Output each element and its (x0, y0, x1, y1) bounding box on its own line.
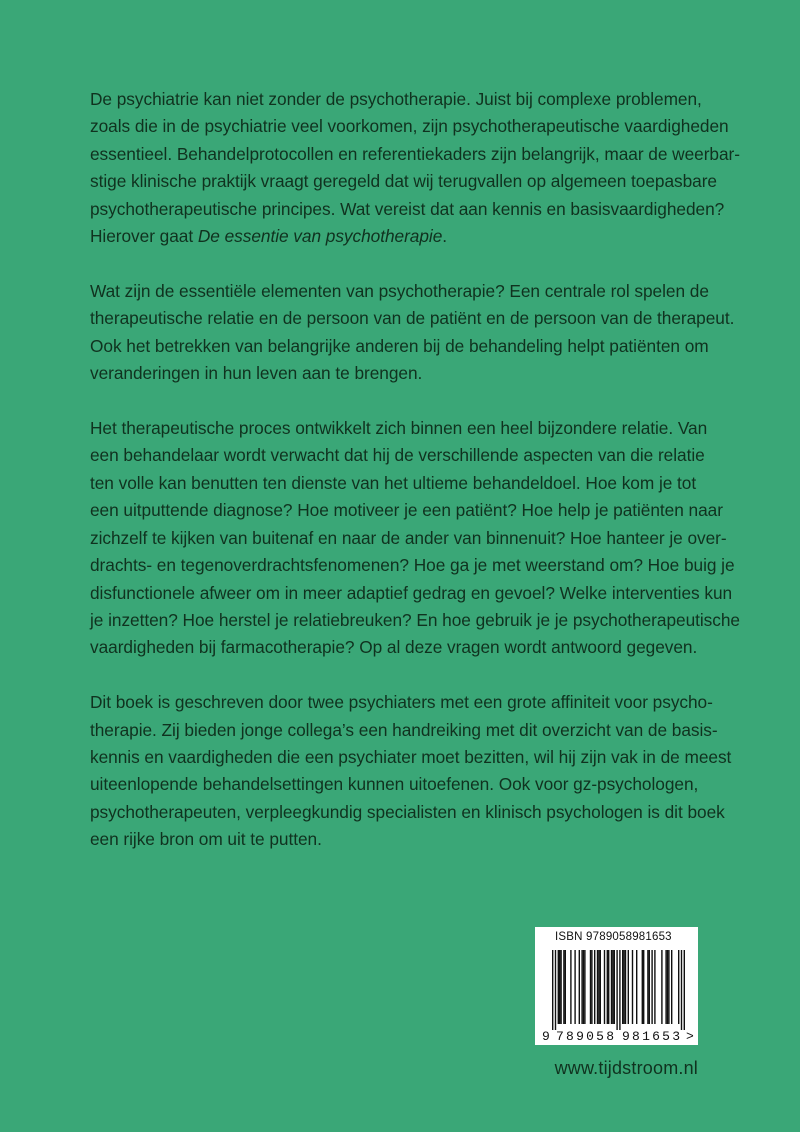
barcode-bar (594, 950, 595, 1024)
paragraph-intro (90, 86, 740, 250)
barcode-bar (647, 950, 648, 1024)
text-line: een uitputtende diagnose? Hoe motiveer je een patiënt? Hoe help je patiënten naar (90, 500, 723, 521)
text-line: Dit boek is geschreven door twee psychiaters met een grote affiniteit voor psycho- (90, 692, 713, 713)
barcode-bar (563, 950, 564, 1024)
text-line: veranderingen in hun leven aan te brengen. (90, 363, 423, 384)
barcode-bar (625, 950, 626, 1024)
text-line: disfunctionele afweer om in meer adaptief gedrag en gevoel? Welke interventies kun (90, 582, 733, 603)
barcode-bar (668, 950, 669, 1024)
barcode-quiet-mark: > (686, 1029, 694, 1044)
barcode-bar (614, 950, 615, 1024)
barcode-bar (642, 950, 643, 1024)
barcode-bar (597, 950, 598, 1024)
barcode-bar (552, 950, 553, 1030)
text-fragment: Hierover gaat (90, 226, 198, 247)
text-line: kennis en vaardigheden die een psychiater moet bezitten, wil hij zijn vak in de meest (90, 747, 732, 768)
barcode-bar (579, 950, 580, 1024)
barcode-bar (560, 950, 561, 1024)
barcode-bar (661, 950, 662, 1024)
text-line: vaardigheden bij farmacotherapie? Op al deze vragen wordt antwoord gegeven. (90, 637, 698, 658)
barcode-bar (654, 950, 655, 1024)
publisher-website[interactable]: www.tijdstroom.nl (554, 1058, 698, 1078)
barcode-bar (671, 950, 672, 1024)
text-line: psychotherapeutische principes. Wat vereist dat aan kennis en basisvaardigheden? (90, 198, 725, 219)
barcode-bar (591, 950, 592, 1024)
barcode-bar (628, 950, 629, 1024)
barcode-bar (616, 950, 617, 1030)
barcode-bar (649, 950, 650, 1024)
barcode-bar (636, 950, 637, 1024)
barcode-bar (600, 950, 601, 1024)
barcode-bar (598, 950, 599, 1024)
barcode-bar (581, 950, 582, 1024)
barcode-bar (678, 950, 679, 1024)
barcode-bar (574, 950, 575, 1024)
book-title-italic: De essentie van psychotherapie (197, 226, 443, 247)
text-line: zoals die in de psychiatrie veel voorkomen, zijn psychotherapeutische vaardigheden (90, 116, 729, 137)
text-fragment: . (442, 226, 448, 247)
barcode-digit-group-right: 981653 (622, 1029, 680, 1044)
isbn-barcode (535, 927, 698, 1045)
barcode-bar (623, 950, 624, 1024)
text-line: Ook het betrekken van belangrijke anderen bij de behandeling helpt patiënten om (90, 335, 709, 356)
barcode-bar (643, 950, 644, 1024)
paragraph-process (90, 415, 740, 662)
barcode-bar (555, 950, 556, 1030)
barcode-bar (608, 950, 609, 1024)
paragraph-authors (90, 689, 732, 853)
text-line: Het therapeutische proces ontwikkelt zich binnen een heel bijzondere relatie. Van (90, 418, 708, 439)
barcode-digit-group-left: 789058 (556, 1029, 614, 1044)
text-line: een behandelaar wordt verwacht dat hij de verschillende aspecten van die relatie (90, 445, 705, 466)
barcode-bar (651, 950, 652, 1024)
text-line: ten volle kan benutten ten dienste van het ultieme behandeldoel. Hoe kom je tot (90, 472, 697, 493)
barcode-bar (667, 950, 668, 1024)
text-line: zichzelf te kijken van buitenaf en naar de ander van binnenuit? Hoe hanteer je over- (90, 527, 727, 548)
text-line: een rijke bron om uit te putten. (90, 829, 322, 850)
barcode-bar (632, 950, 633, 1024)
barcode-bar (681, 950, 682, 1030)
barcode-bar (607, 950, 608, 1024)
barcode-bar (611, 950, 612, 1024)
barcode-bars (552, 950, 685, 1030)
barcode-bar (619, 950, 620, 1030)
barcode-bar (583, 950, 584, 1024)
text-line: psychotherapeuten, verpleegkundig specialisten en klinisch psychologen is dit boek (90, 801, 725, 822)
text-line: De psychiatrie kan niet zonder de psychotherapie. Juist bij complexe problemen, (90, 89, 702, 109)
barcode-digit-first: 9 (542, 1029, 550, 1044)
barcode-bar (622, 950, 623, 1024)
paragraph-elements (90, 278, 735, 388)
barcode-bar (565, 950, 566, 1024)
isbn-label: ISBN 9789058981653 (555, 931, 672, 943)
text-line: therapie. Zij bieden jonge collega’s een handreiking met dit overzicht van de basis- (90, 719, 718, 740)
barcode-bar (558, 950, 559, 1024)
text-line: Wat zijn de essentiële elementen van psychotherapie? Een centrale rol spelen de (90, 280, 709, 301)
barcode-bar (684, 950, 685, 1030)
barcode-bar (584, 950, 585, 1024)
barcode-bar (612, 950, 613, 1024)
text-line: essentieel. Behandelprotocollen en referentiekaders zijn belangrijk, maar de weerbar- (90, 143, 740, 164)
text-line: stige klinische praktijk vraagt geregeld dat wij terugvallen op algemeen toepasbare (90, 171, 717, 192)
text-line: drachts- en tegenoverdrachtsfenomenen? Hoe ga je met weerstand om? Hoe buig je (90, 555, 735, 576)
text-line: uiteenlopende behandelsettingen kunnen uitoefenen. Ook voor gz-psychologen, (90, 774, 699, 795)
barcode-bar (559, 950, 560, 1024)
barcode-bar (604, 950, 605, 1024)
text-line (90, 223, 710, 250)
back-cover-text (90, 86, 740, 881)
barcode-bar (590, 950, 591, 1024)
text-line: therapeutische relatie en de persoon van de patiënt en de persoon van de therapeut. (90, 308, 735, 329)
barcode-bar (665, 950, 666, 1024)
text-line: je inzetten? Hoe herstel je relatiebreuken? En hoe gebruik je je psychotherapeutische (90, 609, 740, 630)
barcode-graphic (535, 927, 698, 1045)
barcode-bar (570, 950, 571, 1024)
